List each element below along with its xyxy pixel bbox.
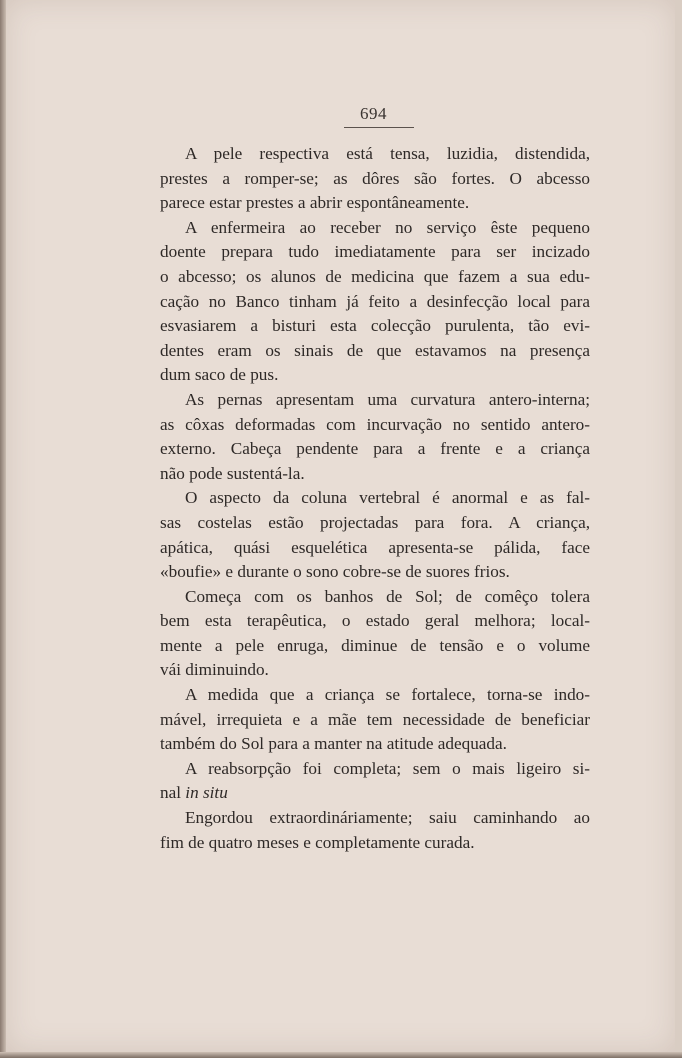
- text-line: A pele respectiva está tensa, luzidia, distendida,: [185, 144, 590, 163]
- page-number-rule: [344, 127, 414, 128]
- paragraph: [160, 388, 590, 486]
- text-line: apática, quási esquelética apresenta-se pálida, face: [160, 537, 590, 557]
- paragraph: [160, 585, 590, 683]
- text-line: mável, irrequieta e a mãe tem necessidade de beneficiar: [160, 709, 590, 729]
- text-line: bem esta terapêutica, o estado geral melhora; local-: [160, 611, 590, 631]
- text-line: não pode sustentá-la.: [160, 463, 305, 483]
- text-line: doente prepara tudo imediatamente para ser incizado: [160, 242, 590, 262]
- paragraph: [160, 142, 590, 216]
- page-edge-bottom: [0, 1052, 682, 1058]
- text-line: dum saco de pus.: [160, 365, 279, 385]
- text-line: esvasiarem a bisturi esta colecção purulenta, tão evi-: [160, 316, 590, 336]
- text-line: A reabsorpção foi completa; sem o mais ligeiro si-: [185, 758, 590, 778]
- text-line: prestes a romper-se; as dôres são fortes. O abcesso: [160, 168, 590, 188]
- italic-term: in situ: [185, 783, 228, 803]
- paragraph: [160, 486, 590, 584]
- page-number: 694: [360, 104, 387, 123]
- text-line: O aspecto da coluna vertebral é anormal e as fal-: [185, 488, 590, 508]
- text-line: As pernas apresentam uma curvatura antero-interna;: [185, 389, 590, 409]
- text-line: A enfermeira ao receber no serviço êste pequeno: [185, 217, 590, 237]
- paragraph: [160, 806, 590, 855]
- text-line: mente a pele enruga, diminue de tensão e o volume: [160, 635, 590, 655]
- text-line: cação no Banco tinham já feito a desinfecção local para: [160, 291, 590, 311]
- text-fragment: nal: [160, 783, 181, 803]
- text-line: [160, 781, 590, 806]
- text-line: externo. Cabeça pendente para a frente e a criança: [160, 439, 590, 459]
- text-line: as côxas deformadas com incurvação no sentido antero-: [160, 414, 590, 434]
- text-line: A medida que a criança se fortalece, torna-se indo-: [185, 685, 590, 705]
- body-text: [160, 142, 590, 855]
- text-line: Começa com os banhos de Sol; de comêço tolera: [185, 586, 590, 606]
- paragraph: [160, 757, 590, 806]
- text-line: Engordou extraordináriamente; saiu caminhando ao: [185, 808, 590, 828]
- text-line: sas costelas estão projectadas para fora. A criança,: [160, 512, 590, 532]
- text-line: dentes eram os sinais de que estavamos na presença: [160, 340, 590, 360]
- paragraph: [160, 683, 590, 757]
- paragraph: [160, 216, 590, 388]
- text-line: o abcesso; os alunos de medicina que fazem a sua edu-: [160, 266, 590, 286]
- text-line: parece estar prestes a abrir espontâneamente.: [160, 193, 470, 213]
- text-line: vái diminuindo.: [160, 660, 269, 680]
- text-line: «boufie» e durante o sono cobre-se de suores frios.: [160, 562, 510, 582]
- text-line: também do Sol para a manter na atitude adequada.: [160, 734, 507, 754]
- text-line: fim de quatro meses e completamente curada.: [160, 832, 475, 852]
- page-number-header: [344, 104, 414, 128]
